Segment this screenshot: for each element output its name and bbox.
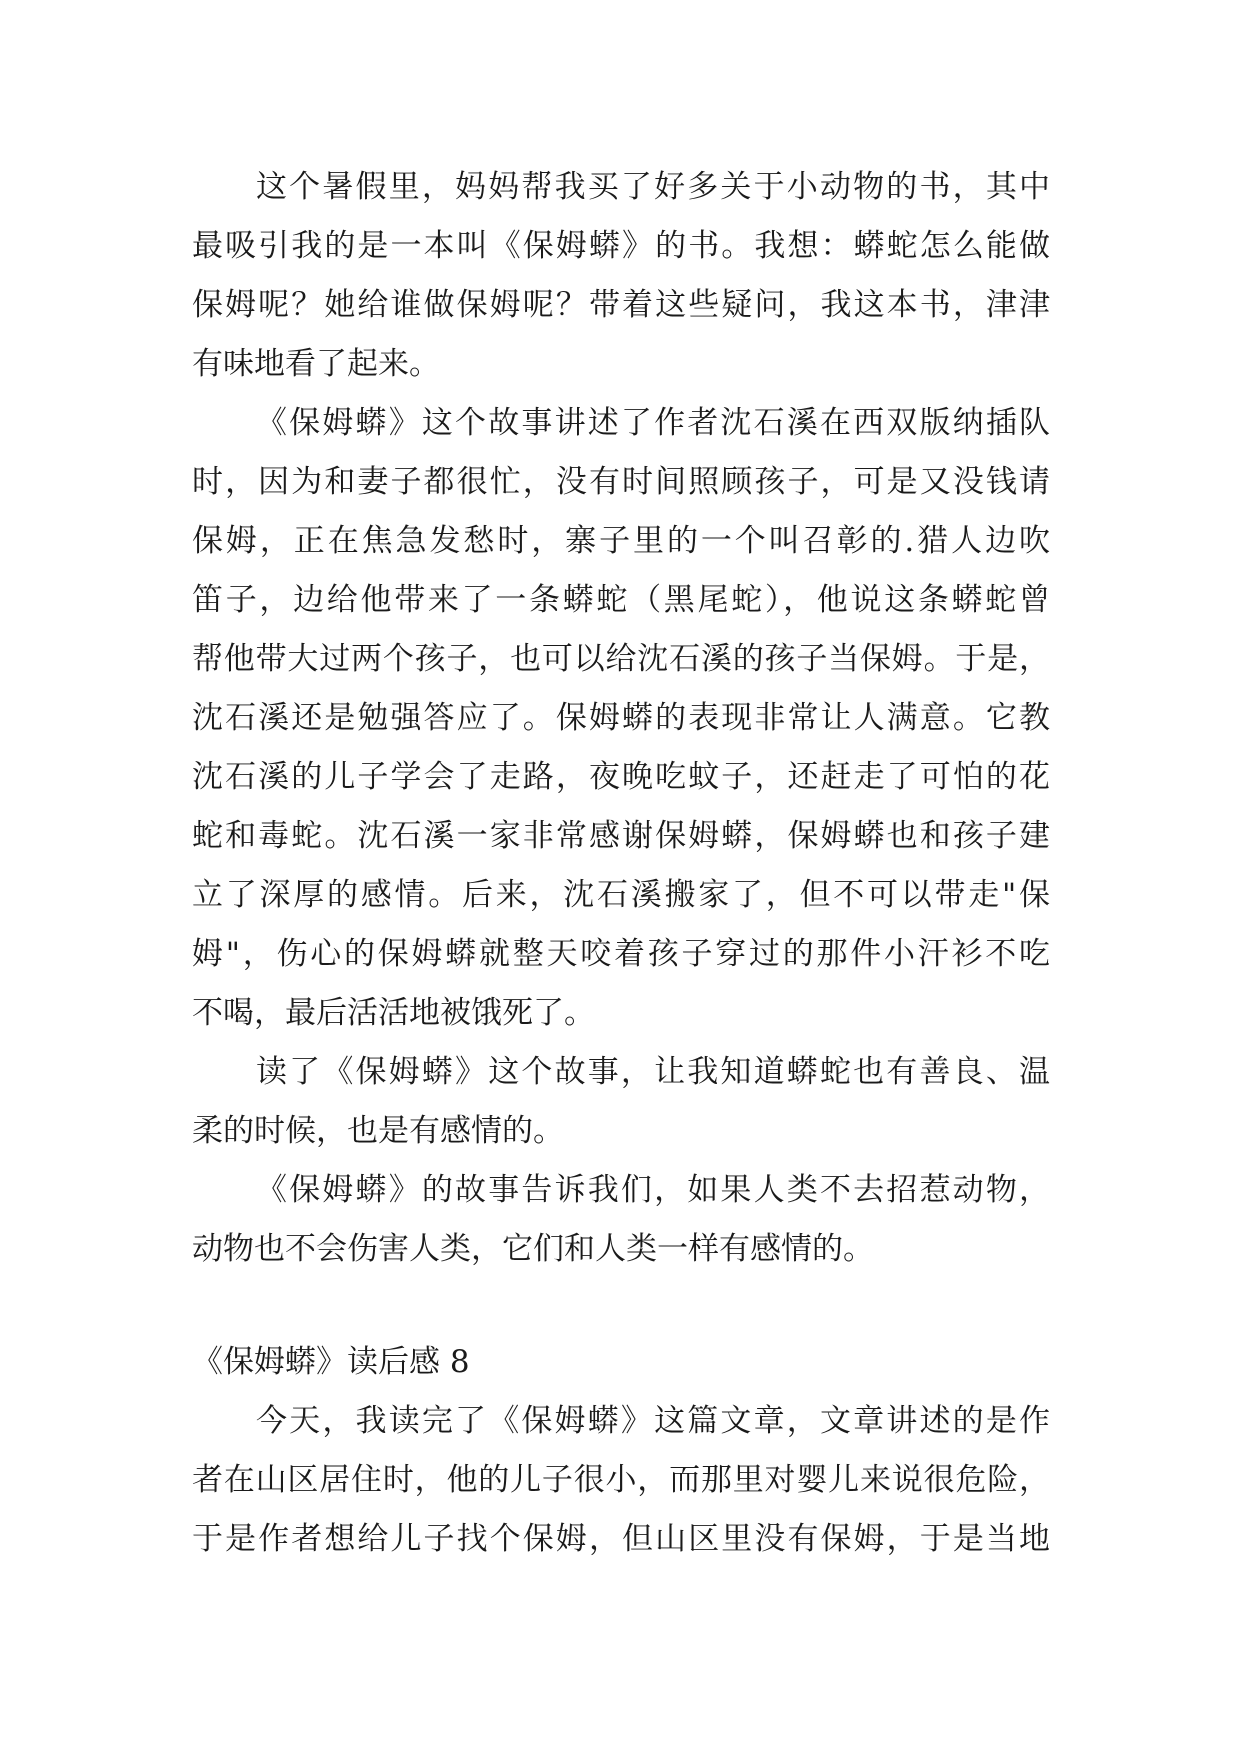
paragraph-4	[192, 1161, 1050, 1279]
text-line: 沈石溪的儿子学会了走路，夜晚吃蚊子，还赶走了可怕的花	[192, 759, 1050, 795]
text-line: 读了《保姆蟒》这个故事，让我知道蟒蛇也有善良、温	[256, 1054, 1050, 1090]
text-line: 姆"，伤心的保姆蟒就整天咬着孩子穿过的那件小汗衫不吃	[192, 936, 1050, 972]
text-line: 时，因为和妻子都很忙，没有时间照顾孩子，可是又没钱请	[192, 464, 1050, 500]
text-line: 有味地看了起来。	[192, 346, 440, 382]
text-line: 《保姆蟒》的故事告诉我们，如果人类不去招惹动物，	[256, 1172, 1050, 1208]
text-line: 者在山区居住时，他的儿子很小，而那里对婴儿来说很危险，	[192, 1462, 1050, 1498]
text-line: 沈石溪还是勉强答应了。保姆蟒的表现非常让人满意。它教	[192, 700, 1050, 736]
text-line: 这个暑假里，妈妈帮我买了好多关于小动物的书，其中	[256, 169, 1050, 205]
paragraph-2	[192, 394, 1050, 1043]
text-line: 今天，我读完了《保姆蟒》这篇文章，文章讲述的是作	[256, 1403, 1050, 1439]
document-body	[192, 158, 1050, 1569]
text-line: 蛇和毒蛇。沈石溪一家非常感谢保姆蟒，保姆蟒也和孩子建	[192, 818, 1050, 854]
section-heading: 《保姆蟒》读后感 8	[192, 1344, 470, 1380]
text-line: 笛子，边给他带来了一条蟒蛇（黑尾蛇），他说这条蟒蛇曾	[192, 582, 1050, 618]
text-line: 帮他带大过两个孩子，也可以给沈石溪的孩子当保姆。于是，	[192, 641, 1050, 677]
text-line: 柔的时候，也是有感情的。	[192, 1113, 564, 1149]
paragraph-3	[192, 1043, 1050, 1161]
paragraph-1	[192, 158, 1050, 394]
text-line: 保姆呢？她给谁做保姆呢？带着这些疑问，我这本书，津津	[192, 287, 1050, 323]
text-line: 最吸引我的是一本叫《保姆蟒》的书。我想：蟒蛇怎么能做	[192, 228, 1050, 264]
text-line: 《保姆蟒》这个故事讲述了作者沈石溪在西双版纳插队	[256, 405, 1050, 441]
text-line: 保姆，正在焦急发愁时，寨子里的一个叫召彰的.猎人边吹	[192, 523, 1050, 559]
text-line: 于是作者想给儿子找个保姆，但山区里没有保姆，于是当地	[192, 1521, 1050, 1557]
text-line: 动物也不会伤害人类，它们和人类一样有感情的。	[192, 1231, 874, 1267]
section-spacer	[192, 1279, 1050, 1333]
paragraph-5	[192, 1392, 1050, 1569]
text-line: 立了深厚的感情。后来，沈石溪搬家了，但不可以带走"保	[192, 877, 1050, 913]
text-line: 不喝，最后活活地被饿死了。	[192, 995, 595, 1031]
